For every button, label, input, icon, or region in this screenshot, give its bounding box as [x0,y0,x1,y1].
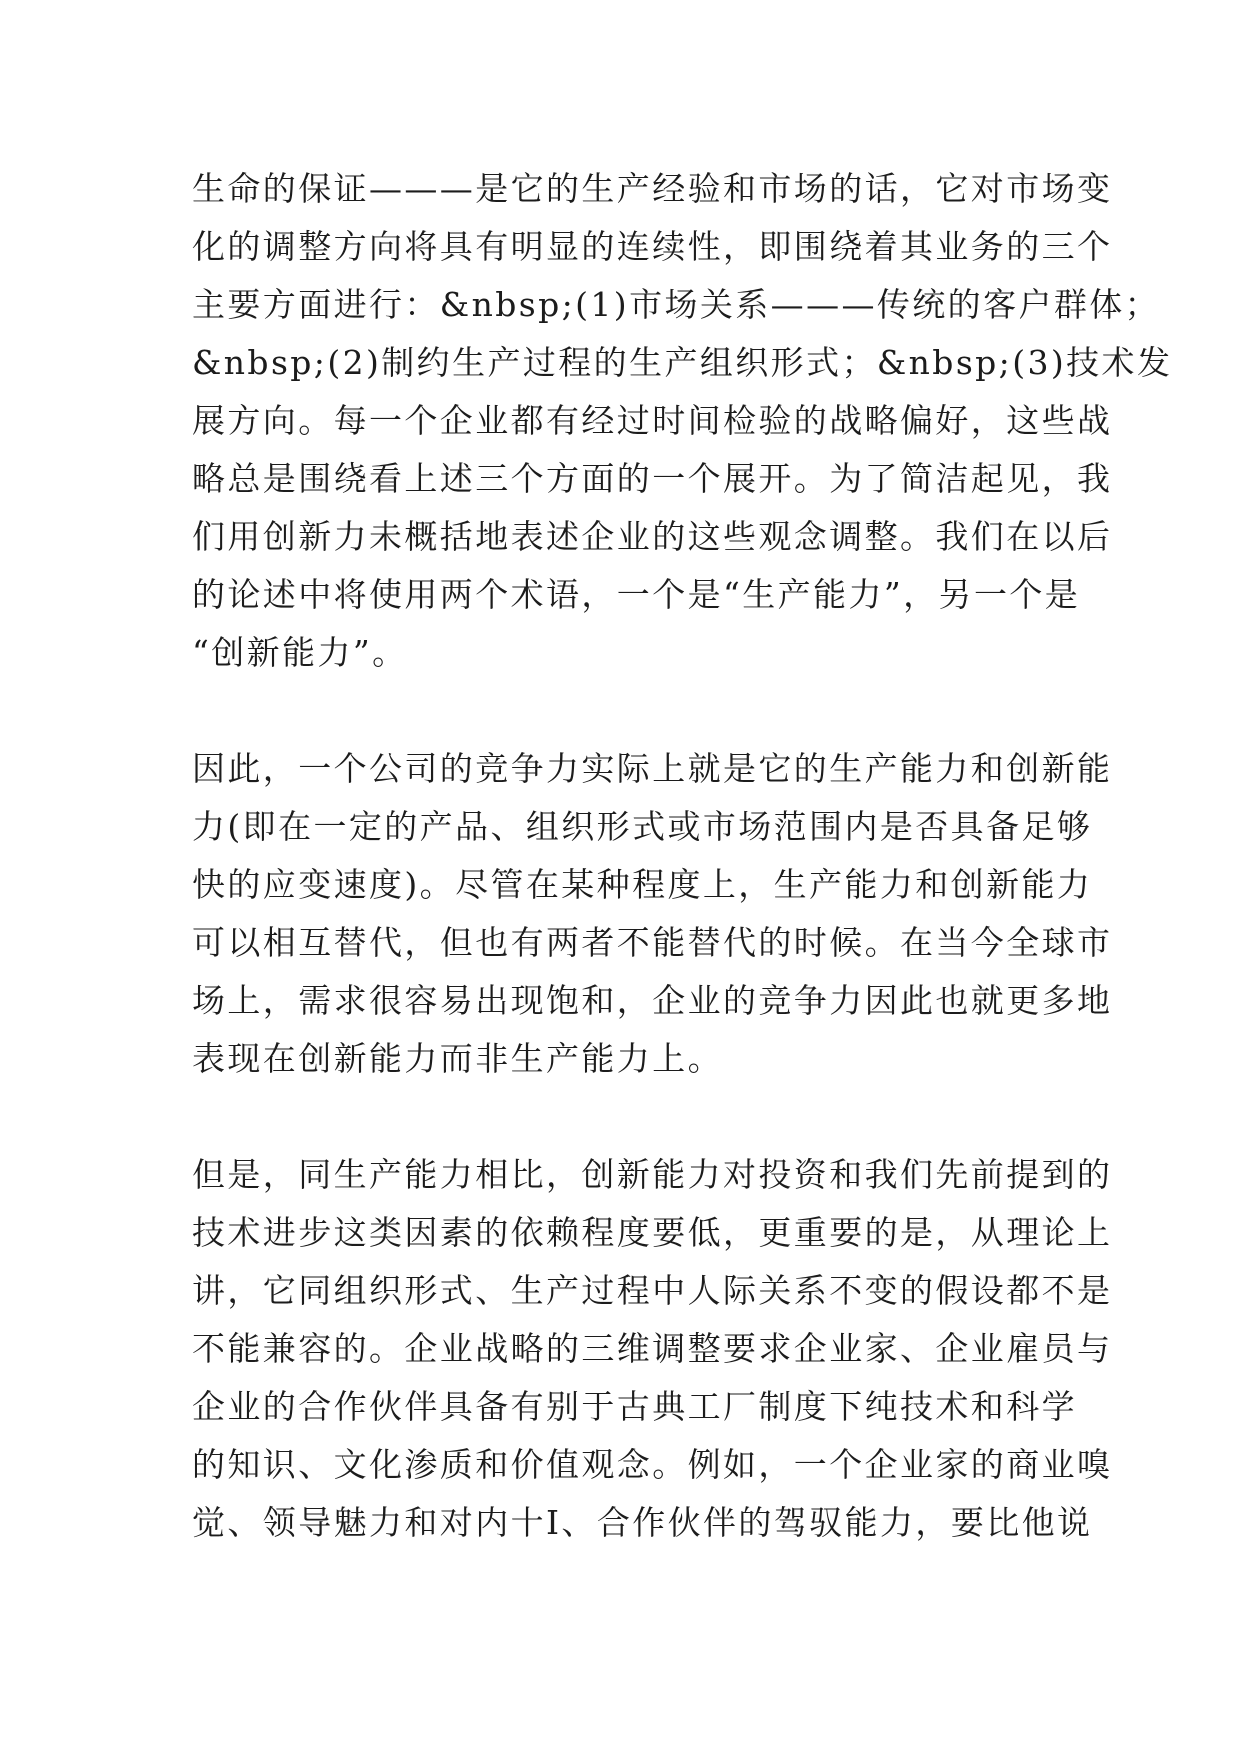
paragraph-line: 力(即在一定的产品、组织形式或市场范围内是否具备足够 [192,807,1093,846]
paragraph-line: 的知识、文化渗质和价值观念。例如，一个企业家的商业嗅 [192,1445,1113,1484]
paragraph-line: 企业的合作伙伴具备有别于古典工厂制度下纯技术和科学 [192,1387,1077,1426]
paragraph-1 [192,160,1173,682]
paragraph-line: 化的调整方向将具有明显的连续性，即围绕着其业务的三个 [192,227,1113,266]
paragraph-line: 不能兼容的。企业战略的三维调整要求企业家、企业雇员与 [192,1329,1113,1368]
paragraph-line: “创新能力”。 [192,633,408,672]
paragraph-line: 略总是围绕看上述三个方面的一个展开。为了简洁起见，我 [192,459,1113,498]
paragraph-line: 展方向。每一个企业都有经过时间检验的战略偏好，这些战 [192,401,1113,440]
paragraph-line: 生命的保证———是它的生产经验和市场的话，它对市场变 [192,169,1113,208]
paragraph-line: 讲，它同组织形式、生产过程中人际关系不变的假设都不是 [192,1271,1113,1310]
paragraph-line: 因此，一个公司的竞争力实际上就是它的生产能力和创新能 [192,749,1113,788]
paragraph-2 [192,740,1113,1088]
paragraph-line: 但是，同生产能力相比，创新能力对投资和我们先前提到的 [192,1155,1113,1194]
paragraph-line: 觉、领导魅力和对内十Ⅰ、合作伙伴的驾驭能力，要比他说 [192,1503,1093,1542]
paragraph-line: &nbsp;(2)制约生产过程的生产组织形式；&nbsp;(3)技术发 [192,343,1173,382]
paragraph-line: 们用创新力未概括地表述企业的这些观念调整。我们在以后 [192,517,1113,556]
paragraph-line: 快的应变速度)。尽管在某种程度上，生产能力和创新能力 [192,865,1093,904]
paragraph-line: 的论述中将使用两个术语，一个是“生产能力”，另一个是 [192,575,1081,614]
paragraph-line: 主要方面进行：&nbsp;(1)市场关系———传统的客户群体； [192,285,1161,324]
paragraph-line: 表现在创新能力而非生产能力上。 [192,1039,723,1078]
paragraph-3 [192,1146,1113,1552]
paragraph-line: 技术进步这类因素的依赖程度要低，更重要的是，从理论上 [192,1213,1113,1252]
paragraph-line: 场上，需求很容易出现饱和，企业的竞争力因此也就更多地 [192,981,1113,1020]
paragraph-line: 可以相互替代，但也有两者不能替代的时候。在当今全球市 [192,923,1113,962]
